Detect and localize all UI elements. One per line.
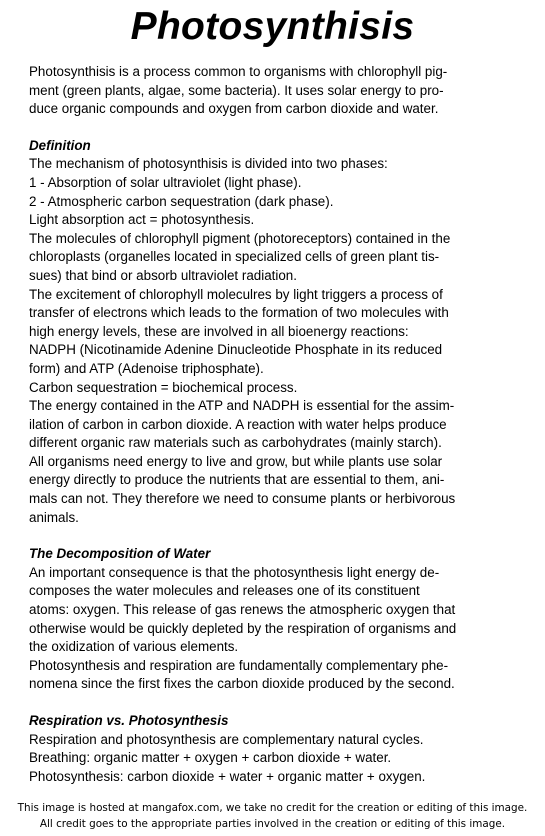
body-line: sues) that bind or absorb ultraviolet radiation. [29,267,297,283]
body-line: Photosynthesis: carbon dioxide + water + organic matter + oxygen. [29,768,426,784]
body-line: Breathing: organic matter + oxygen + carbon dioxide + water. [29,750,392,766]
intro-line: ment (green plants, algae, some bacteria). It uses solar energy to pro- [29,82,444,98]
body-line: The energy contained in the ATP and NADPH is essential for the assim- [29,398,455,414]
section-definition [29,137,509,527]
body-line: high energy levels, these are involved in all bioenergy reactions: [29,323,409,339]
body-line: NADPH (Nicotinamide Adenine Dinucleotide Phosphate in its reduced [29,342,443,358]
body-line: The molecules of chlorophyll pigment (photoreceptors) contained in the [29,230,451,246]
body-line: form) and ATP (Adenoise triphosphate). [29,360,264,376]
intro-line: duce organic compounds and oxygen from carbon dioxide and water. [29,101,439,117]
body-line: The mechanism of photosynthisis is divided into two phases: [29,156,388,172]
body-line: 1 - Absorption of solar ultraviolet (light phase). [29,174,302,190]
body-line: atoms: oxygen. This release of gas renews the atmospheric oxygen that [29,602,456,618]
body-line: Photosynthesis and respiration are fundamentally complementary phe- [29,657,449,673]
section-respiration-vs-photosynthesis [29,712,509,786]
body-line: mals can not. They therefore we need to consume plants or herbivorous [29,491,456,507]
body-line: different organic raw materials such as carbohydrates (mainly starch). [29,435,442,451]
document-body [29,63,509,786]
body-line: the oxidization of various elements. [29,639,239,655]
section-heading: Respiration vs. Photosynthesis [29,713,229,728]
section-heading: Definition [29,137,91,153]
section-heading: The Decomposition of Water [29,546,211,562]
body-line: transfer of electrons which leads to the formation of two molecules with [29,305,449,321]
body-line: energy directly to produce the nutrients that are essential to them, ani- [29,472,445,488]
hosting-footer [0,800,545,832]
body-line: The excitement of chlorophyll moleculres by light triggers a process of [29,286,443,302]
body-line: animals. [29,509,79,525]
body-line: nomena since the first fixes the carbon dioxide produced by the second. [29,676,455,692]
footer-line: This image is hosted at mangafox.com, we take no credit for the creation or editing of this image. [17,802,528,814]
body-line: chloroplasts (organelles located in specialized cells of green plant tis- [29,249,440,265]
footer-line: All credit goes to the appropriate parties involved in the creation or editing of this image. [39,818,506,830]
body-line: Carbon sequestration = biochemical process. [29,379,298,395]
page-title: Photosynthisis [130,5,415,48]
section-decomposition-of-water [29,545,509,694]
body-line: Respiration and photosynthesis are complementary natural cycles. [29,731,424,747]
body-line: All organisms need energy to live and grow, but while plants use solar [29,453,443,469]
body-line: Light absorption act = photosynthesis. [29,212,255,228]
body-line: ilation of carbon in carbon dioxide. A reaction with water helps produce [29,416,447,432]
body-line: composes the water molecules and releases one of its constituent [29,583,420,599]
intro-paragraph [29,63,509,119]
intro-line: Photosynthisis is a process common to organisms with chlorophyll pig- [29,64,448,79]
body-line: 2 - Atmospheric carbon sequestration (dark phase). [29,193,334,209]
body-line: otherwise would be quickly depleted by the respiration of organisms and [29,620,457,636]
body-line: An important consequence is that the photosynthesis light energy de- [29,564,440,580]
